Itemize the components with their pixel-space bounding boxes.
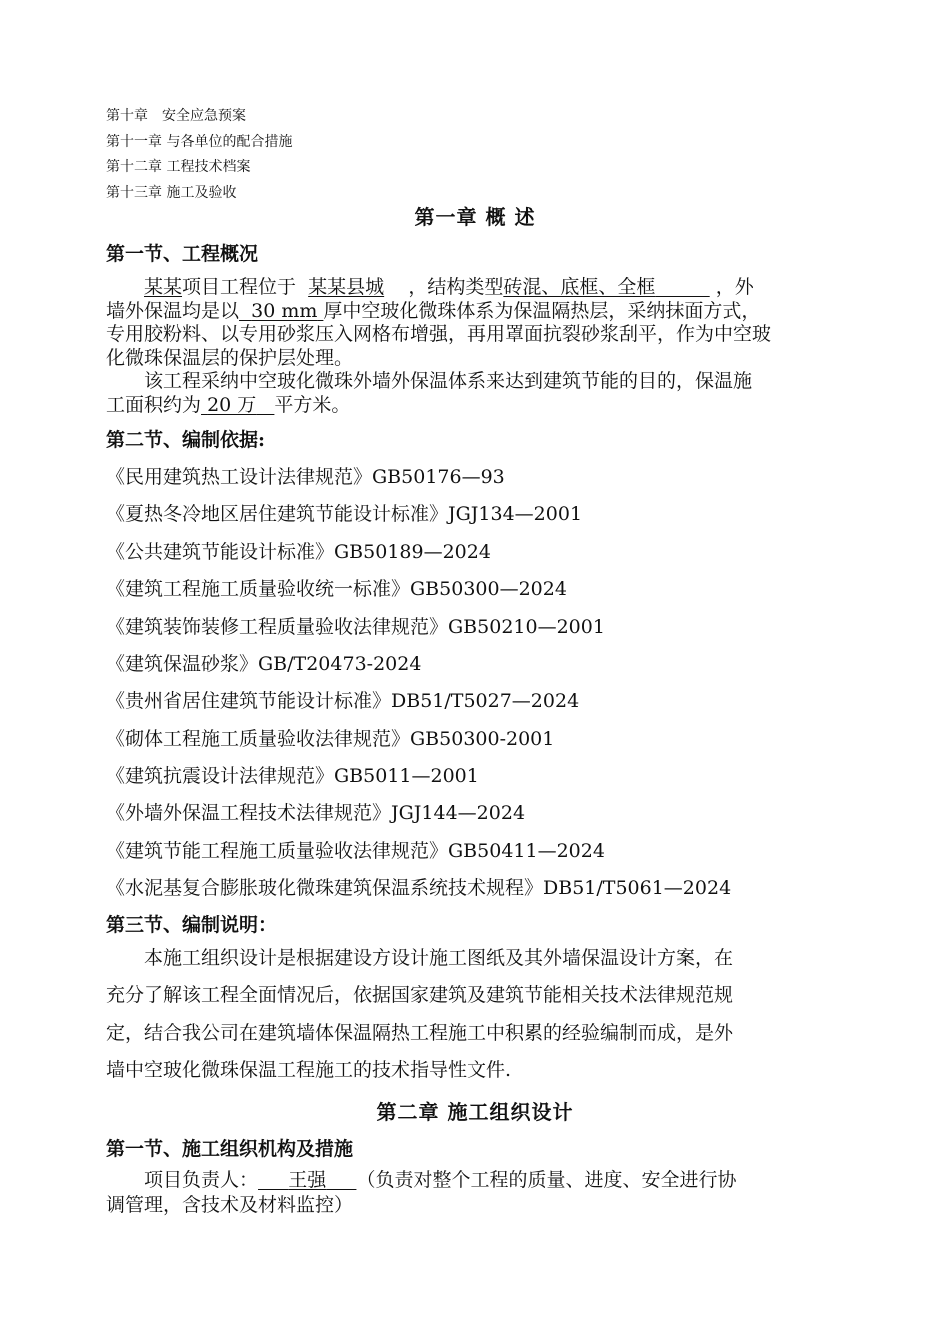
compilation-notes-paragraph: 本施工组织设计是根据建设方设计施工图纸及其外墙保温设计方案，在 充分了解该工程全面情况后，依据国家建筑及建筑节能相关技术法律规范规 定，结合我公司在建筑墙体保温隔热工程施工中积累的经验编制而成，是外 墙中空玻化微珠保温工程施工的技术指导性文件. [106, 947, 734, 1081]
project-manager-paragraph: 项目负责人： 王强 （负责对整个工程的质量、进度、安全进行协 调管理，含技术及材料监控） [106, 1169, 737, 1216]
chapter-1-title: 第一章 概 述 [414, 205, 536, 229]
reference-item: 《建筑装饰装修工程质量验收法律规范》GB50210—2001 [106, 616, 605, 638]
reference-item: 《建筑抗震设计法律规范》GB5011—2001 [106, 765, 479, 787]
reference-item: 《水泥基复合膨胀玻化微珠建筑保温系统技术规程》DB51/T5061—2024 [106, 877, 732, 899]
project-overview-paragraph: 某某项目工程位于 某某县城 ，结构类型砖混、底框、全框 ，外 墙外保温均是以 30 mm 厚中空玻化微珠体系为保温隔热层，采纳抹面方式， 专用胶粉料、以专用砂浆压入网格布增强，再用罩面抗裂砂浆刮平，作为中空玻 化微珠保温层的保护层处理。 该工程采纳中空玻化微珠外墙外保温体系来达到建筑节能的目的，保温施 工面积约为 20 万 平方米。 [106, 276, 772, 416]
reference-item: 《夏热冬冷地区居住建筑节能设计标准》JGJ134—2001 [106, 503, 583, 525]
structure-type: 砖混、底框、全框 [503, 276, 656, 298]
table-of-contents [106, 104, 292, 206]
toc-item: 第十三章 施工及验收 [106, 184, 237, 201]
reference-item: 《建筑保温砂浆》GB/T20473-2024 [106, 653, 422, 675]
insulation-thickness: 30 mm [251, 299, 318, 322]
reference-item: 《公共建筑节能设计标准》GB50189—2024 [106, 541, 491, 563]
section-3-title: 第三节、编制说明： [106, 914, 278, 936]
reference-item: 《建筑工程施工质量验收统一标准》GB50300—2024 [106, 578, 567, 600]
reference-item: 《外墙外保温工程技术法律规范》JGJ144—2024 [106, 802, 526, 824]
project-name: 某某 [144, 276, 183, 298]
reference-item: 《建筑节能工程施工质量验收法律规范》GB50411—2024 [106, 840, 605, 862]
toc-item: 第十一章 与各单位的配合措施 [106, 133, 293, 150]
section-2-1-title: 第一节、施工组织机构及措施 [106, 1138, 354, 1160]
reference-item: 《砌体工程施工质量验收法律规范》GB50300-2001 [106, 728, 555, 750]
reference-item: 《民用建筑热工设计法律规范》GB50176—93 [106, 466, 505, 488]
reference-item: 《贵州省居住建筑节能设计标准》DB51/T5027—2024 [106, 690, 580, 712]
insulation-area: 20 万 [207, 393, 257, 416]
section-1-title: 第一节、工程概况 [106, 243, 259, 265]
toc-item: 第十章 安全应急预案 [106, 108, 246, 124]
toc-item: 第十二章 工程技术档案 [106, 159, 251, 175]
project-location: 某某县城 [308, 276, 385, 298]
chapter-2-title: 第二章 施工组织设计 [376, 1100, 574, 1124]
project-manager-name: 王强 [288, 1169, 327, 1191]
section-2-title: 第二节、编制依据: [106, 429, 266, 451]
